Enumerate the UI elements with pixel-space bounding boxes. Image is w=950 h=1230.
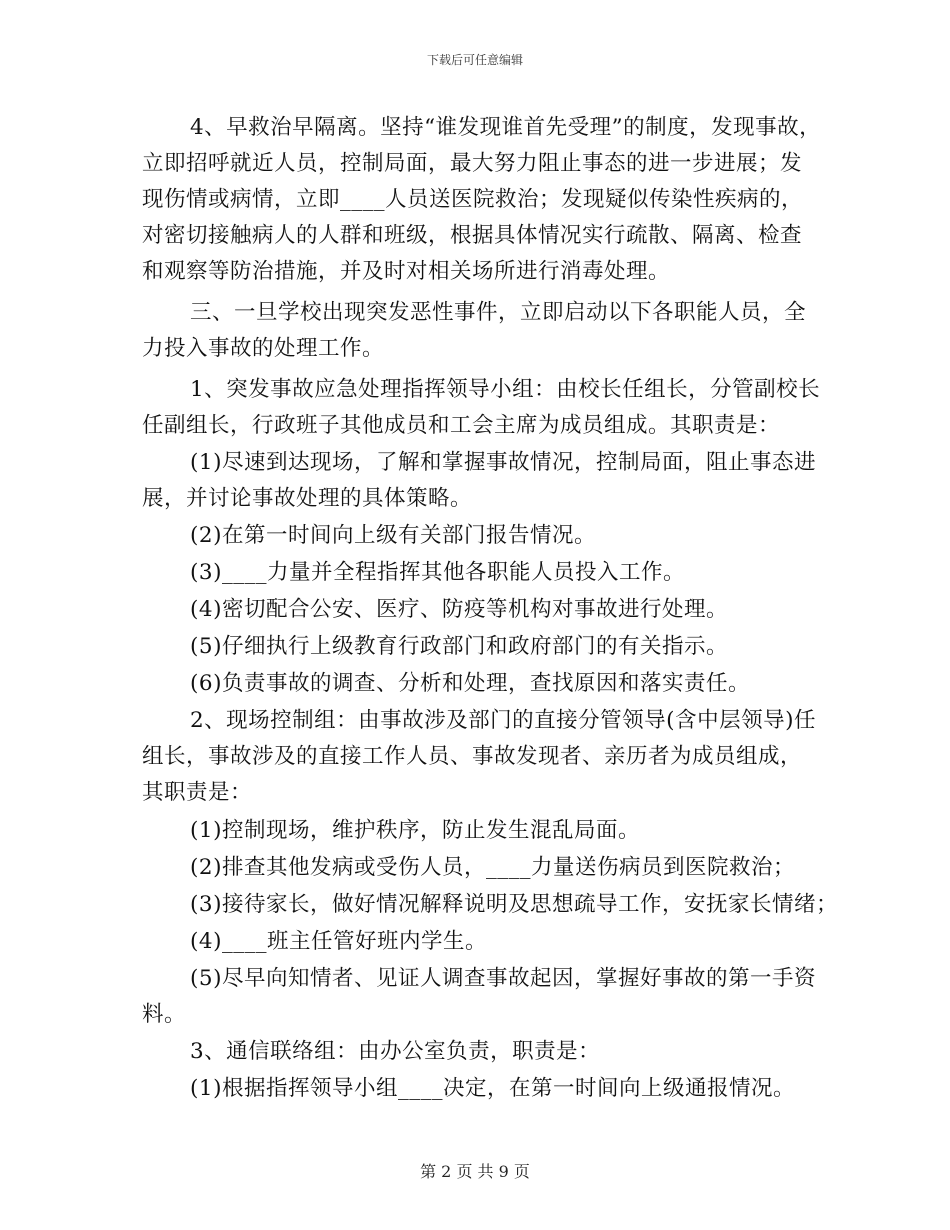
paragraph-line: (4)____班主任管好班内学生。 [190, 929, 487, 954]
paragraph-line: 其职责是： [142, 780, 253, 805]
paragraph-line: (3)____力量并全程指挥其他各职能人员投入工作。 [190, 560, 685, 585]
paragraph-line: (5)仔细执行上级教育行政部门和政府部门的有关指示。 [190, 634, 728, 659]
paragraph-line: 料。 [142, 1002, 187, 1027]
page-header: 下载后可任意编辑 [426, 53, 523, 67]
paragraph-line: 任副组长，行政班子其他成员和工会主席为成员组成。其职责是： [142, 413, 781, 438]
paragraph-line: (4)密切配合公安、医疗、防疫等机构对事故进行处理。 [190, 597, 728, 622]
paragraph-line: 对密切接触病人的人群和班级，根据具体情况实行疏散、隔离、检查 [142, 223, 803, 248]
paragraph-line: 展，并讨论事故处理的具体策略。 [142, 486, 473, 511]
paragraph-line: (1)根据指挥领导小组____决定，在第一时间向上级通报情况。 [190, 1076, 795, 1101]
paragraph-line: (2)排查其他发病或受伤人员，____力量送伤病员到医院救治； [190, 855, 795, 880]
paragraph-line: 2、现场控制组：由事故涉及部门的直接分管领导(含中层领导)任 [190, 708, 816, 733]
paragraph-line: 立即招呼就近人员，控制局面，最大努力阻止事态的进一步进展；发 [142, 151, 803, 176]
paragraph-line: (1)尽速到达现场，了解和掌握事故情况，控制局面，阻止事态进 [190, 450, 816, 475]
paragraph-line: (1)控制现场，维护秩序，防止发生混乱局面。 [190, 818, 640, 843]
paragraph-line: 力投入事故的处理工作。 [142, 336, 385, 361]
paragraph-line: (5)尽早向知情者、见证人调查事故起因，掌握好事故的第一手资 [190, 966, 816, 991]
paragraph-line: 和观察等防治措施，并及时对相关场所进行消毒处理。 [142, 259, 671, 284]
paragraph-line: 现伤情或病情，立即____人员送医院救治；发现疑似传染性疾病的， [142, 187, 804, 212]
paragraph-line: 组长，事故涉及的直接工作人员、事故发现者、亲历者为成员组成， [142, 744, 803, 769]
paragraph-line: 3、通信联络组：由办公室负责，职责是： [190, 1039, 601, 1064]
paragraph-line: 1、突发事故应急处理指挥领导小组：由校长任组长，分管副校长 [190, 377, 821, 402]
paragraph-line: 4、早救治早隔离。坚持“谁发现谁首先受理”的制度，发现事故， [190, 115, 822, 140]
paragraph-line: (6)负责事故的调查、分析和处理，查找原因和落实责任。 [190, 671, 750, 696]
paragraph-line: (3)接待家长，做好情况解释说明及思想疏导工作，安抚家长情绪； [190, 892, 838, 917]
paragraph-line: (2)在第一时间向上级有关部门报告情况。 [190, 523, 596, 548]
paragraph-line: 三、一旦学校出现突发恶性事件，立即启动以下各职能人员，全 [190, 300, 807, 325]
page-footer: 第 2 页 共 9 页 [420, 1162, 530, 1181]
